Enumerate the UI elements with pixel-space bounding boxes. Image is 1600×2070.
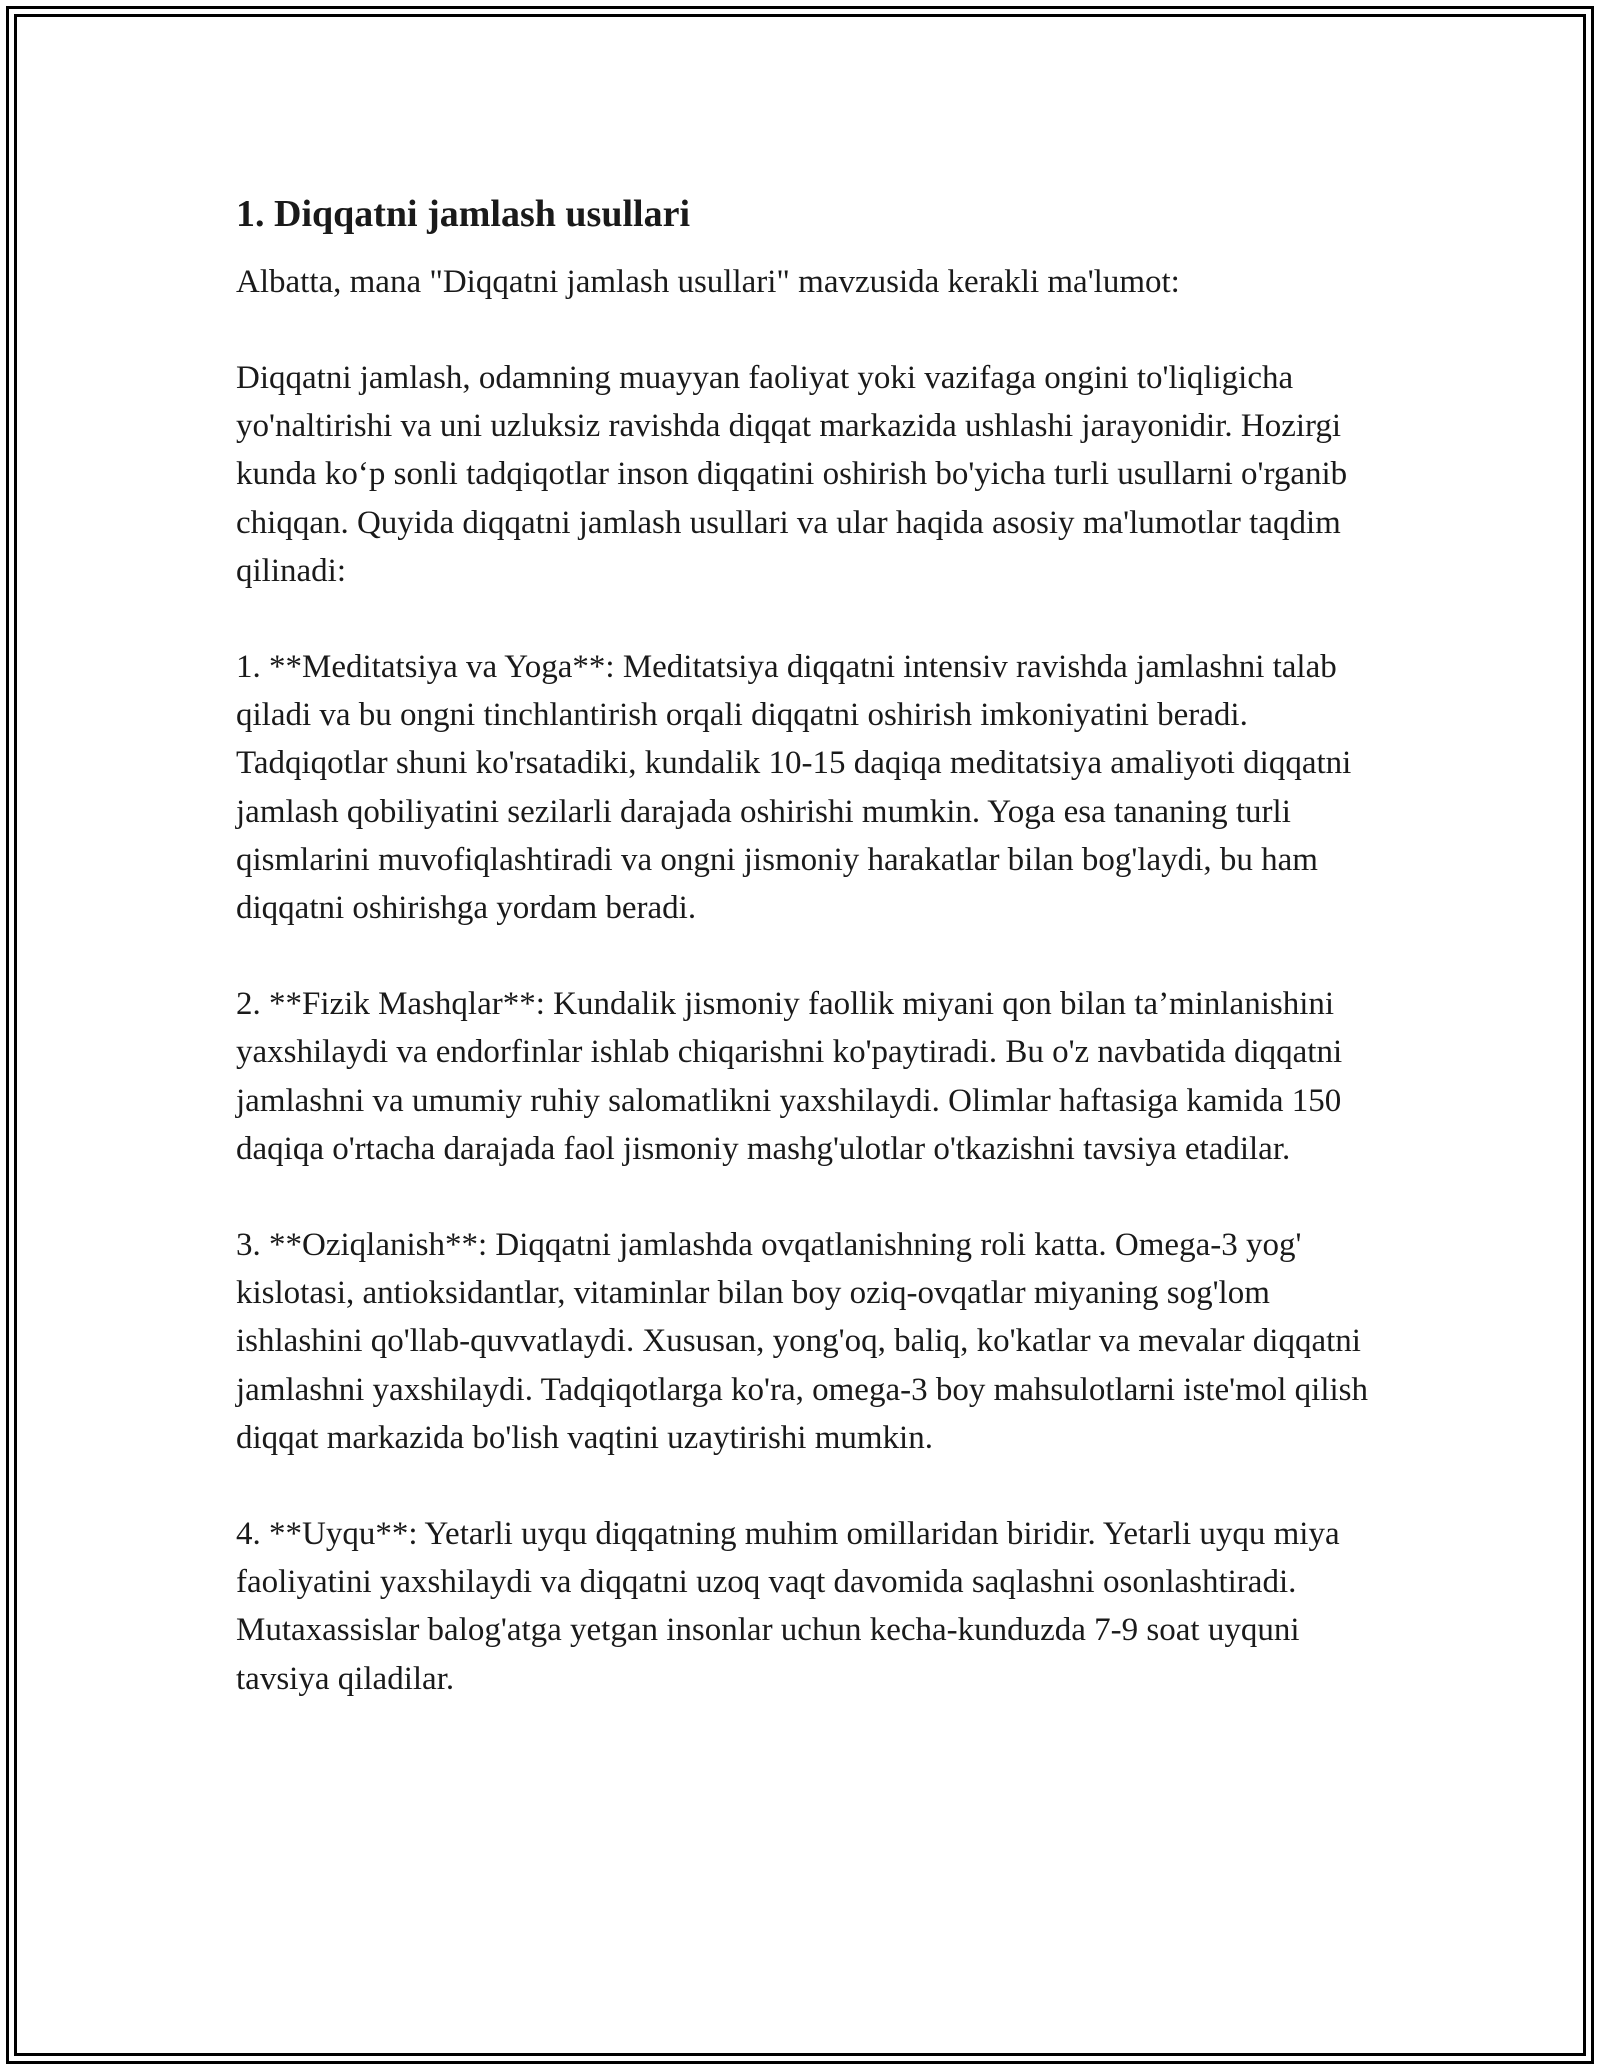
- paragraph-nutrition: 3. **Oziqlanish**: Diqqatni jamlashda ovqatlanishning roli katta. Omega-3 yog' kislotasi, antioksidantlar, vitaminlar bilan boy oziq-ovqatlar miyaning sog'lom ishlashini qo'llab-quvvatlaydi. Xususan, yong'oq, baliq, ko'katlar va mevalar diqqatni jamlashni yaxshilaydi. Tadqiqotlarga ko'ra, omega-3 boy mahsulotlarni iste'mol qilish diqqat markazida bo'lish vaqtini uzaytirishi mumkin.: [236, 1227, 1369, 1456]
- paragraph-meditation-yoga: 1. **Meditatsiya va Yoga**: Meditatsiya diqqatni intensiv ravishda jamlashni talab qiladi va bu ongni tinchlantirish orqali diqqatni oshirish imkoniyatini beradi. Tadqiqotlar shuni ko'rsatadiki, kundalik 10-15 daqiqa meditatsiya amaliyoti diqqatni jamlash qobiliyatini sezilarli darajada oshirishi mumkin. Yoga esa tananing turli qismlarini muvofiqlashtiradi va ongni jismoniy harakatlar bilan bog'laydi, bu ham diqqatni oshirishga yordam beradi.: [236, 649, 1352, 927]
- paragraph-overview: Diqqatni jamlash, odamning muayyan faoliyat yoki vazifaga ongini to'liqligicha yo'naltirishi va uni uzluksiz ravishda diqqat markazida ushlashi jarayonidir. Hozirgi kunda ko‘p sonli tadqiqotlar inson diqqatini oshirish bo'yicha turli usullarni o'rganib chiqqan. Quyida diqqatni jamlash usullari va ular haqida asosiy ma'lumotlar taqdim qilinadi:: [236, 360, 1348, 589]
- paragraph-physical-exercise: 2. **Fizik Mashqlar**: Kundalik jismoniy faollik miyani qon bilan ta’minlanishini yaxshilaydi va endorfinlar ishlab chiqarishni ko'paytiradi. Bu o'z navbatida diqqatni jamlashni va umumiy ruhiy salomatlikni yaxshilaydi. Olimlar haftasiga kamida 150 daqiqa o'rtacha darajada faol jismoniy mashg'ulotlar o'tkazishni tavsiya etadilar.: [236, 986, 1343, 1167]
- paragraph-sleep: 4. **Uyqu**: Yetarli uyqu diqqatning muhim omillaridan biridir. Yetarli uyqu miya faoliyatini yaxshilaydi va diqqatni uzoq vaqt davomida saqlashni osonlashtiradi. Mutaxassislar balog'atga yetgan insonlar uchun kecha-kunduzda 7-9 soat uyquni tavsiya qiladilar.: [236, 1516, 1340, 1697]
- section-heading: 1. Diqqatni jamlash usullari: [236, 193, 690, 235]
- document-body: [236, 188, 1376, 1703]
- intro-paragraph: Albatta, mana "Diqqatni jamlash usullari" mavzusida kerakli ma'lumot:: [236, 264, 1180, 300]
